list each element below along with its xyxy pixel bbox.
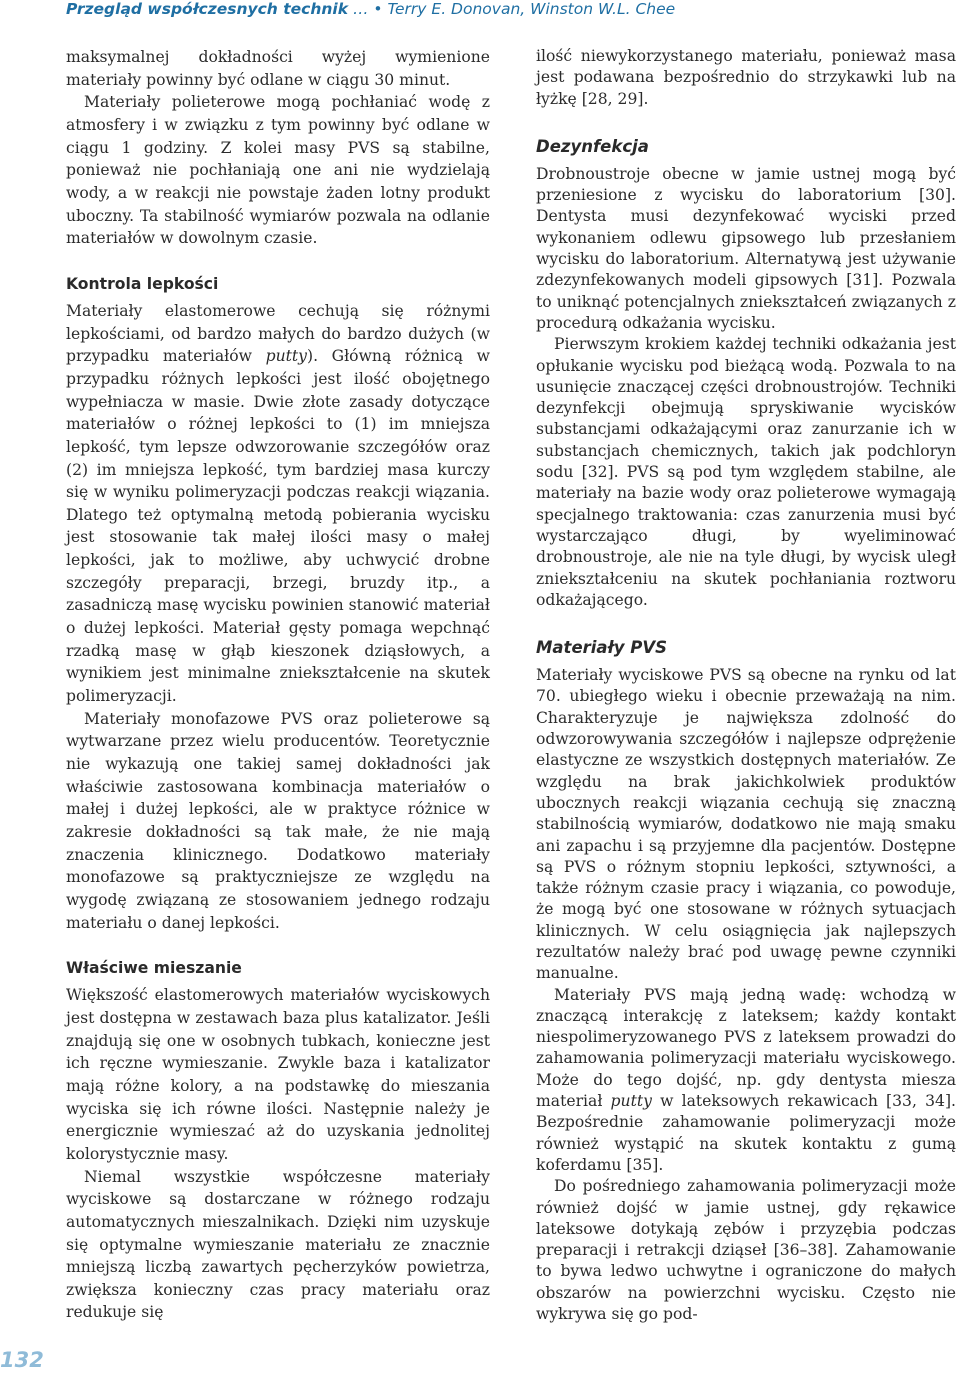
- paragraph: maksymalnej dokładności wyżej wymienione materiały powinny być odlane w ciągu 30 minut.: [66, 48, 490, 89]
- header-authors: Terry E. Donovan, Winston W.L. Chee: [387, 0, 676, 18]
- page-number: 132: [0, 1348, 44, 1372]
- section-heading-disinfection: Dezynfekcja: [536, 136, 649, 156]
- paragraph: Niemal wszystkie współczesne materiały wyciskowe są dostarczane w różnego rodzaju automatycznych mieszalnikach. Dzięki nim uzyskuje się optymalne wymieszanie materiału ze znacznie mniejszą liczbą zawartych pęcherzyków powietrza, zwiększa konieczny czas pracy materiału oraz redukuje się: [66, 1167, 490, 1322]
- italic-term: putty: [265, 347, 307, 366]
- section-heading-viscosity: Kontrola lepkości: [66, 274, 219, 293]
- text-run: Materiały elastomerowe cechują się różnymi lepkościami, od bardzo małych do bardzo dużych (w przypadku materiałów: [66, 301, 490, 366]
- section-heading-mixing: Właściwe mieszanie: [66, 959, 242, 978]
- paragraph: Materiały monofazowe PVS oraz polieterowe są wytwarzane przez wielu producentów. Teoretycznie nie wykazują one takiej samej dokładności jak właściwie zastosowana kombinacja materiałów o małej i dużej lepkości, ale w praktyce różnice w zakresie dokładności są tak małe, że nie mają znaczenia klinicznego. Dodatkowo materiały monofazowe są praktyczniejsze ze względu na wygodę związaną ze stosowaniem jednego rodzaju materiału o danej lepkości.: [66, 709, 490, 932]
- paragraph: ilość niewykorzystanego materiału, ponieważ masa jest podawana bezpośrednio do strzykawki lub na łyżkę [28, 29].: [536, 47, 956, 108]
- left-column: [66, 46, 490, 1324]
- journal-title: Przegląd współczesnych technik: [66, 0, 349, 18]
- text-run: w lateksowych rekawicach [33, 34]. Bezpośrednie zahamowanie polimeryzacji może również wystąpić na skutek kontaktu z gumą koferdamu [35].: [536, 1092, 956, 1174]
- paragraph: Pierwszym krokiem każdej techniki odkażania jest opłukanie wycisku pod bieżącą wodą. Pozwala to na usunięcie znaczącej części drobnoustrojów. Techniki dezynfekcji obejmują spryskiwanie wycisków substancjami odkażającymi oraz zanurzanie ich w substancjach chemicznych, takich jak podchloryn sodu [32]. PVS są pod tym względem stabilne, ale materiały na bazie wody oraz polieterowe wymagają specjalnego traktowania: czas zanurzenia musi być wystarczająco długi, by wyeliminować drobnoustroje, ale nie na tyle długi, by wycisk uległ zniekształceniu na skutek pochłaniania roztworu odkażającego.: [536, 335, 956, 609]
- paragraph: Drobnoustroje obecne w jamie ustnej mogą być przeniesione z wycisku do laboratorium [30]. Dentysta musi dezynfekować wyciski przed wykonaniem odlewu gipsowego lub przesłaniem wycisku do laboratorium. Alternatywą jest używanie zdezynfekowanych modeli gipsowych [31]. Pozwala to uniknąć potencjalnych zniekształceń związanych z procedurą odkażania wycisku.: [536, 164, 956, 332]
- italic-term: putty: [610, 1092, 652, 1111]
- paragraph: Do pośredniego zahamowania polimeryzacji może również dojść w jamie ustnej, gdy rękawice lateksowe dotykają zębów i przyzębia podczas preparacji i retrakcji dziąseł [36–38]. Zahamowanie to bywa ledwo uchwytne i ograniczone do małych obszarów na powierzchni wycisku. Często nie wykrywa się go pod-: [536, 1177, 956, 1324]
- paragraph: Większość elastomerowych materiałów wyciskowych jest dostępna w zestawach baza plus katalizator. Jeśli znajdują się one w osobnych tubkach, konieczne jest ich ręczne wymieszanie. Zwykle baza i katalizator mają różne kolory, a na podstawkę do mieszania wyciska się ich równe ilości. Następnie należy je energicznie wymieszać aż do uzyskania jednolitej kolorystycznie masy.: [66, 986, 490, 1163]
- paragraph: Materiały polieterowe mogą pochłaniać wodę z atmosfery i w związku z tym powinny być odlane w ciągu 1 godziny. Z kolei masy PVS są stabilne, ponieważ nie pochłaniają one ani nie wydzielają wody, a w reakcji nie powstaje żaden lotny produkt uboczny. Ta stabilność wymiarów pozwala na odlanie materiałów w dowolnym czasie.: [66, 93, 490, 248]
- right-column: [536, 46, 956, 1325]
- header-separator: … •: [348, 0, 388, 18]
- paragraph: Materiały wyciskowe PVS są obecne na rynku od lat 70. ubiegłego wieku i obecnie przeważają na nim. Charakteryzuje je największa zdolność do odwzorowywania szczegółów i najlepsze odprężenie elastyczne ze wszystkich dostępnych materiałów. Ze względu na brak jakichkolwiek produktów ubocznych reakcji wiązania cechują się znaczną stabilnością wymiarów, dodatkowo nie mają smaku ani zapachu i są przyjemne dla pacjentów. Dostępne są PVS o różnym stopniu lepkości, sztywności, a także różnym czasie pracy i wiązania, co powoduje, że mogą być one stosowane w różnych sytuacjach klinicznych. W celu osiągnięcia jak najlepszych rezultatów należy brać pod uwagę pewne czynniki manualne.: [536, 666, 956, 983]
- paragraph: [536, 985, 956, 1177]
- text-run: Materiały PVS mają jedną wadę: wchodzą w znaczącą interakcję z lateksem; każdy kontakt niespolimeryzowanego PVS z lateksem prowadzi do zahamowania polimeryzacji materiału wyciskowego. Może do tego dojść, np. gdy dentysta miesza materiał: [536, 985, 956, 1111]
- running-header: [66, 0, 675, 20]
- text-run: ). Główną różnicą w przypadku różnych lepkości jest ilość obojętnego wypełniacza w masie. Dwie złote zasady dotyczące materiałów o różnej lepkości to (1) im mniejsza lepkość, tym lepsze odwzorowanie szczegółów oraz (2) im mniejsza lepkość, tym bardziej masa kurczy się w wyniku polimeryzacji podczas reakcji wiązania. Dlatego też optymalną metodą pobierania wycisku jest stosowanie tak małej ilości masy o małej lepkości, jak to możliwe, aby uchwycić drobne szczegóły preparacji, brzegi, bruzdy itp., a zasadniczą masę wycisku powinien stanowić materiał o dużej lepkości. Materiał gęsty pomaga wepchnąć rzadką masę w głąb kieszonek dziąsłowych, a wynikiem jest minimalne zniekształcenie na skutek polimeryzacji.: [66, 347, 490, 706]
- section-heading-pvs: Materiały PVS: [536, 638, 667, 658]
- paragraph: [66, 300, 490, 708]
